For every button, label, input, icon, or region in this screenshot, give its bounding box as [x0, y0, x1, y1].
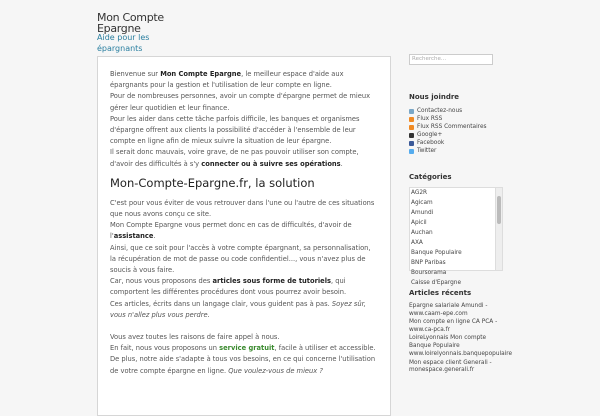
paragraph: Pour les aider dans cette tâche parfois difficile, les banques et organismes d'épargne offrent aux clients la possibilité d'accéder à l'ensemble de leur compte en ligne afin de mieux suivre la situation de leur épargne. — [110, 114, 360, 146]
category-item[interactable]: Caisse d'Epargne — [411, 280, 462, 286]
category-item[interactable]: Agicam — [411, 200, 433, 206]
paragraph: C'est pour vous éviter de vous retrouver dans l'une ou l'autre de ces situations que nous avons conçu ce site. — [110, 198, 375, 219]
recent-article-link[interactable]: www.loirelyonnais.banquepopulaire — [409, 351, 513, 357]
recent-article-link[interactable]: LoireLyonnais Mon compte Banque Populaire — [409, 335, 487, 349]
rss-icon — [409, 117, 414, 122]
recent-title: Articles récents — [409, 289, 472, 297]
recent-list — [409, 303, 513, 375]
category-item[interactable]: BNP Paribas — [411, 260, 446, 266]
service-gratuit-link[interactable]: service gratuit — [219, 344, 275, 353]
category-item[interactable]: Auchan — [411, 230, 433, 236]
join-item[interactable] — [409, 147, 509, 155]
join-list — [409, 107, 509, 155]
categories-scrollbar[interactable] — [495, 188, 502, 270]
join-item-label: Twitter — [417, 148, 437, 154]
categories-title: Catégories — [409, 173, 452, 181]
paragraph: Car, nous vous proposons des articles sous forme de tutoriels, qui comportent les différentes procédures dont vous pourrez avoir besoin. — [110, 277, 347, 297]
join-item[interactable] — [409, 115, 509, 123]
twitter-icon — [409, 149, 414, 154]
paragraph: Pour de nombreuses personnes, avoir un compte d'épargne permet de mieux gérer leur quotidien et leur finance. — [110, 92, 371, 112]
join-item-label: Flux RSS — [417, 116, 443, 122]
category-item[interactable]: AXA — [411, 240, 423, 246]
paragraph: Il serait donc mauvais, voire grave, de ne pas pouvoir utiliser son compte, d'avoir des difficultés à s'y connecter ou à suivre ses opérations. — [110, 148, 359, 168]
mail-icon — [409, 109, 414, 114]
join-item-label: Google+ — [417, 132, 443, 138]
join-item-label: Contactez-nous — [417, 108, 463, 114]
main-content — [97, 56, 391, 416]
categories-box — [409, 187, 503, 286]
scrollbar-thumb[interactable] — [497, 196, 501, 224]
sidebar — [409, 54, 513, 376]
join-item-label: Facebook — [417, 140, 445, 146]
category-item[interactable]: Boursorama — [411, 270, 447, 276]
recent-article-link[interactable]: Mon espace client Generali - monespace.generali.fr — [409, 359, 492, 373]
join-item-label: Flux RSS Commentaires — [417, 124, 487, 130]
google-plus-icon — [409, 133, 414, 138]
join-item[interactable] — [409, 139, 509, 147]
category-item[interactable]: Banque Populaire — [411, 250, 462, 256]
join-title: Nous joindre — [409, 93, 460, 101]
recent-article-link[interactable]: Mon compte en ligne CA PCA - www.ca-pca.fr — [409, 319, 498, 333]
paragraph: En fait, nous vous proposons un service gratuit, facile à utiliser et accessible. De plus, notre aide s'adapte à tous vos besoins, en ce qui concerne l'utilisation de votre compte épargne en ligne. Que voulez-vous de mieux ? — [110, 344, 376, 375]
join-item[interactable] — [409, 123, 509, 131]
paragraph: Vous avez toutes les raisons de faire appel à nous. — [110, 333, 280, 342]
category-item[interactable]: AG2R — [411, 190, 428, 196]
category-item[interactable]: Amundi — [411, 210, 434, 216]
facebook-icon — [409, 141, 414, 146]
join-item[interactable] — [409, 107, 509, 115]
section-heading: Mon-Compte-Epargne.fr, la solution — [110, 175, 315, 190]
intro-paragraph: Bienvenue sur Mon Compte Epargne, le meilleur espace d'aide aux épargnants pour la gestion et l'utilisation de leur compte en ligne. — [110, 70, 344, 90]
paragraph: Ces articles, écrits dans un langage clair, vous guident pas à pas. Soyez sûr, vous n'allez plus vous perdre. — [110, 299, 366, 319]
search-input[interactable]: Recherche... — [409, 54, 493, 65]
paragraph: Ainsi, que ce soit pour l'accès à votre compte épargnant, sa personnalisation, la récupération de mot de passe ou code confidentiel..., vous n'avez plus de soucis à vous faire. — [110, 243, 371, 275]
site-description: Aide pour les épargnants — [97, 33, 150, 53]
paragraph: Mon Compte Epargne vous permet donc en cas de difficultés, d'avoir de l'assistance. — [110, 221, 352, 241]
category-item[interactable]: Apicil — [411, 220, 427, 226]
site-title[interactable]: Mon Compte Epargne — [97, 11, 164, 35]
rss-icon — [409, 125, 414, 130]
join-item[interactable] — [409, 131, 509, 139]
recent-article-link[interactable]: Epargne salariale Amundi - www.caam-epe.com — [409, 303, 488, 317]
